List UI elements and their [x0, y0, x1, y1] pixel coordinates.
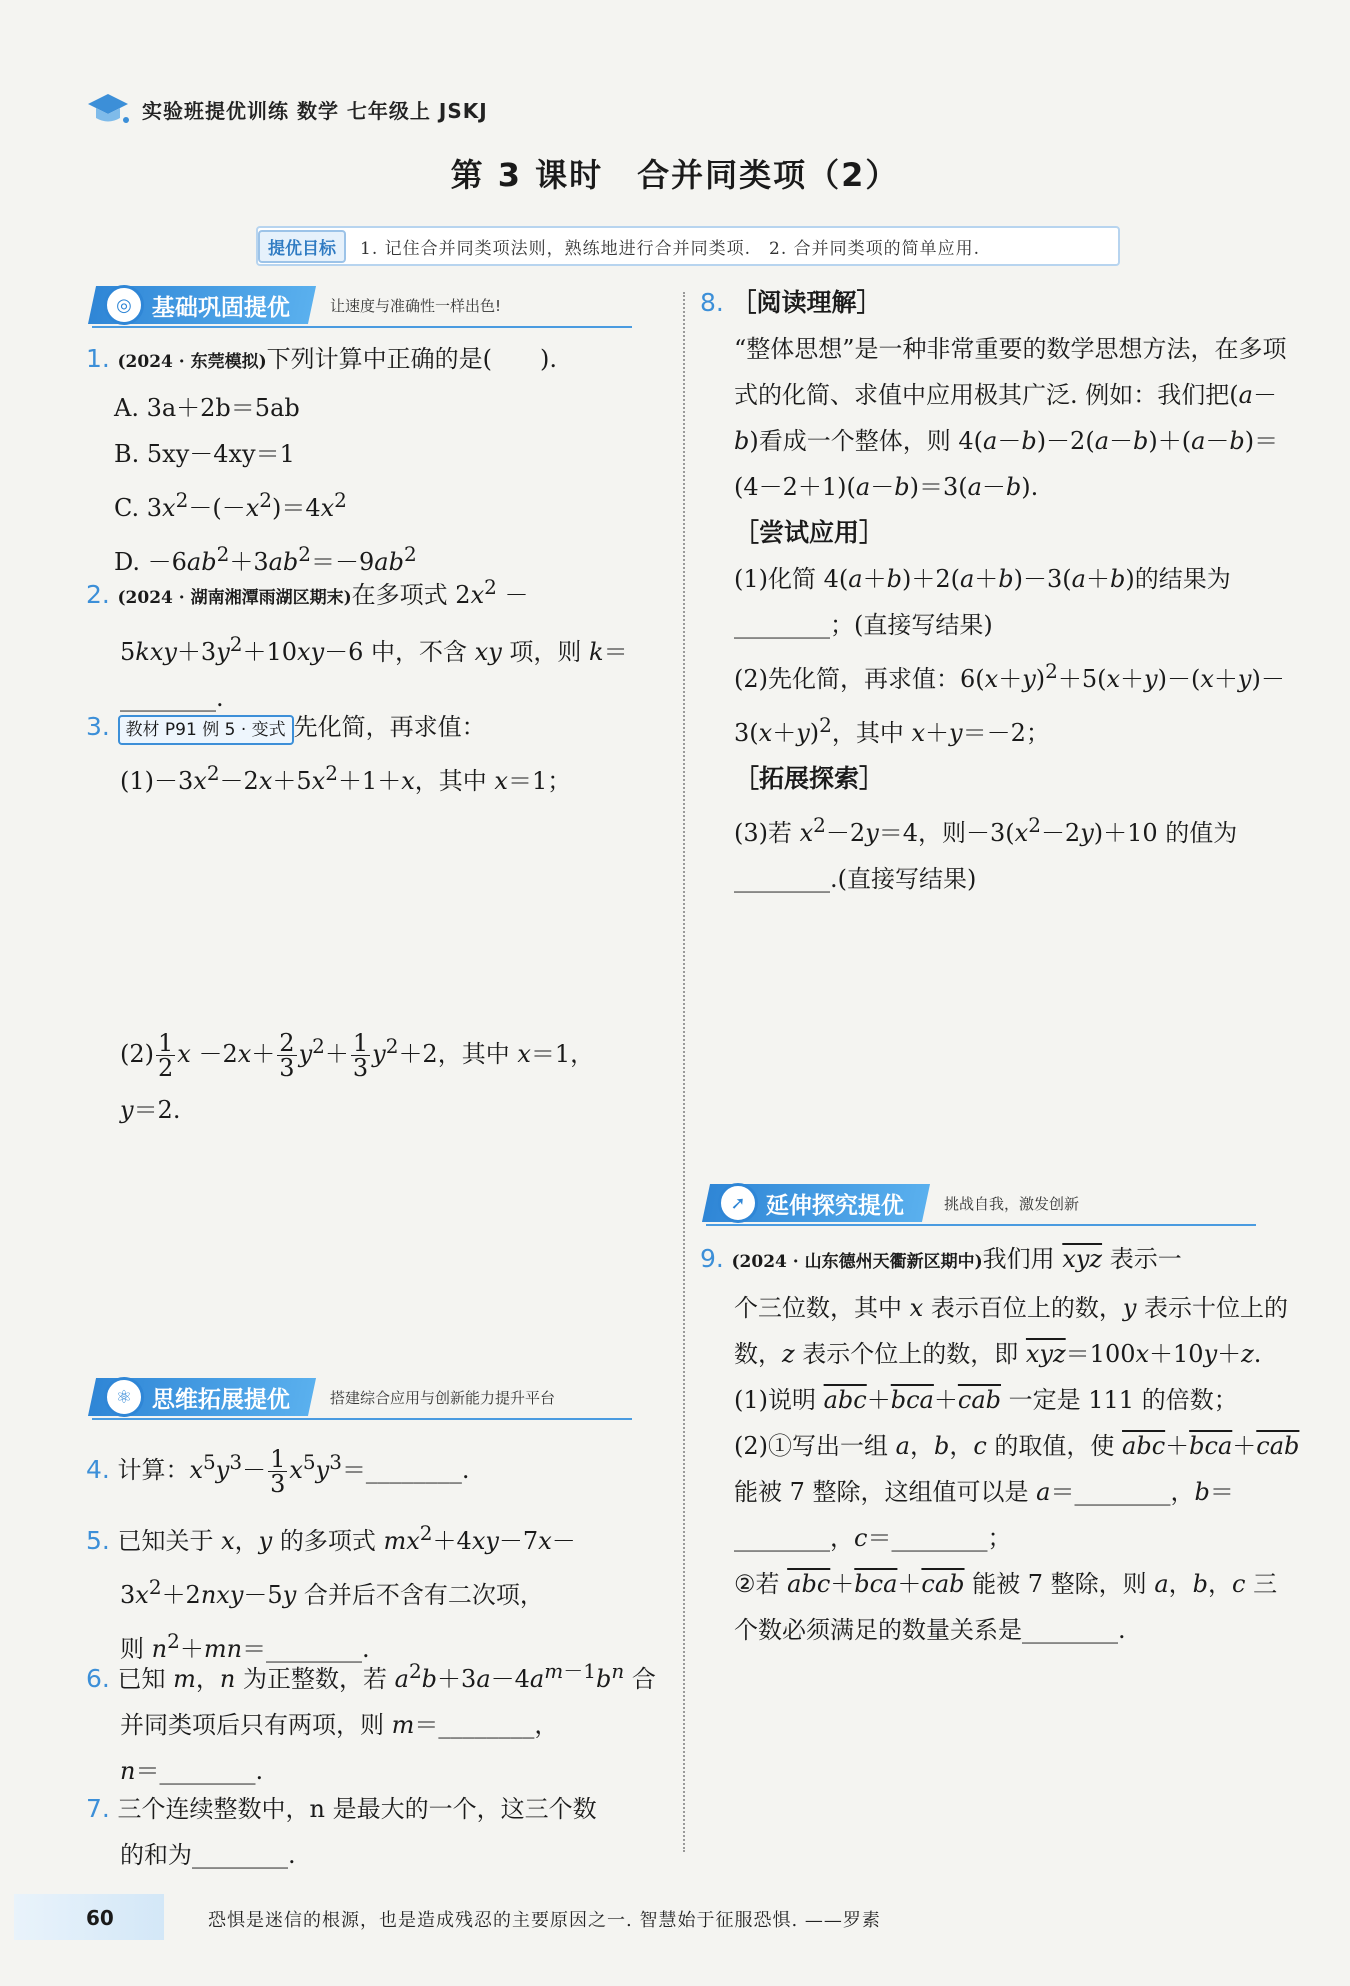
q1-source: (2024 · 东莞模拟): [117, 352, 267, 372]
question-2: 2. (2024 · 湖南湘潭雨湖区期末)在多项式 $2x^2$ － $5kxy+3y^2+10xy-6$ 中，不含 xy 项，则 k＝ ________.: [86, 575, 628, 712]
q6-number: 6.: [86, 1664, 110, 1693]
section-extend-underline: [706, 1224, 1256, 1226]
question-3: [86, 704, 666, 804]
q7-line1: 三个连续整数中，n 是最大的一个，这三个数: [117, 1795, 597, 1823]
q2-source: (2024 · 湖南湘潭雨湖区期末): [117, 588, 352, 608]
q1-option-b: B. 5xy－4xy＝1: [114, 440, 295, 468]
question-9: 9. (2024 · 山东德州天衢新区期中)我们用 $\overline{xyz}$ 表示一 个三位数，其中 x 表示百位上的数，y 表示十位上的数，z 表示个位上的数，即 $\overline{xyz}=100x+10y+z$. (1)说明 $\overline{abc}+\overline{bca}+\overline{cab}$ 一定是 111 的倍数； (2)①写出一组 a，b，c 的取值，使 $\overline{abc}+\overline{bca}+\overline{cab}$ 能被 7 整除，这组值可以是 a＝________，b＝________，c＝________； ②若 $\overline{abc}+\overline{bca}+\overline{cab}$ 能被 7 整除，则 a，b，c 三个数必须满足的数量关系是________.: [700, 1236, 1300, 1653]
q7-line2: 的和为________.: [120, 1841, 296, 1869]
section-thinking-sub: 搭建综合应用与创新能力提升平台: [330, 1388, 556, 1407]
question-4: 4. 计算：$x^5y^3-$ $\frac{1}{3}$ $x^5y^3=\_\_\_\_\_\_\_\_$.: [86, 1445, 470, 1498]
section-basic-label: 基础巩固提优: [152, 294, 290, 321]
question-7: [86, 1786, 666, 1878]
section-extend: [706, 1184, 1079, 1222]
q8-part1: (1)化简 4(a＋b)＋2(a＋b)－3(a＋b)的结果为________；(直接写结果): [734, 565, 1231, 639]
q8-part2: (2)先化简，再求值：$6(x+y)^2+5(x+y)-(x+y)-3(x+y)^2$，其中 x＋y＝－2；: [734, 659, 1285, 747]
section-extend-sub: 挑战自我，激发创新: [944, 1194, 1080, 1213]
target-icon: ◎: [104, 285, 144, 325]
section-basic-underline: [92, 326, 632, 328]
q3-part1: $(1)-3x^2-2x+5x^2+1+x$，其中 x＝1；: [120, 761, 572, 795]
goal-box: [256, 226, 1120, 266]
q4-number: 4.: [86, 1455, 110, 1484]
section-thinking: [92, 1378, 555, 1416]
q5-number: 5.: [86, 1526, 110, 1555]
q8-number: 8.: [700, 288, 724, 317]
q1-option-a: A. 3a＋2b＝5ab: [114, 394, 300, 422]
section-thinking-label: 思维拓展提优: [152, 1386, 290, 1413]
rocket-icon: ➚: [718, 1183, 758, 1223]
q8-reading-text: “整体思想”是一种非常重要的数学思想方法，在多项式的化简、求值中应用极其广泛. 例如：我们把(a－b)看成一个整体，则 4(a－b)－2(a－b)＋(a－b)＝(4－2＋1)(a－b)＝3(a－b).: [734, 335, 1287, 501]
q8-apply-heading: ［尝试应用］: [734, 518, 885, 547]
q7-number: 7.: [86, 1794, 110, 1823]
book-title: 实验班提优训练 数学 七年级上 JSKJ: [142, 98, 488, 123]
q8-explore-heading: ［拓展探索］: [734, 764, 885, 793]
question-1: [86, 336, 666, 585]
q1-number: 1.: [86, 344, 110, 373]
question-6: 6. 已知 m，n 为正整数，若 $a^2b+3a-4a^{m-1}b^n$ 合 并同类项后只有两项，则 m＝________， n＝________.: [86, 1659, 656, 1785]
header: [86, 92, 488, 126]
footer-quote: 恐惧是迷信的根源，也是造成残忍的主要原因之一. 智慧始于征服恐惧. ——罗素: [208, 1910, 881, 1931]
q1-text: 下列计算中正确的是( ).: [266, 345, 558, 373]
q1-option-c: C. $3x^2-(-x^2)=4x^2$: [114, 488, 347, 522]
q9-intro: 个三位数，其中 x 表示百位上的数，y 表示十位上的数，z 表示个位上的数，即 $\overline{xyz}=100x+10y+z$. (1)说明 $\overline{abc}+\overline{bca}+\overline{cab}$ 一定是 111 的倍数； (2)①写出一组 a，b，c 的取值，使 $\overline{abc}+\overline{bca}+\overline{cab}$ 能被 7 整除，这组值可以是 a＝________，b＝________，c＝________； ②若 $\overline{abc}+\overline{bca}+\overline{cab}$ 能被 7 整除，则 a，b，c 三个数必须满足的数量关系是________.: [734, 1294, 1300, 1644]
q1-option-d: D. $-6ab^2+3ab^2=-9ab^2$: [114, 542, 417, 576]
q2-number: 2.: [86, 580, 110, 609]
q3-number: 3.: [86, 712, 110, 741]
section-basic: [92, 286, 501, 324]
goal-text: 1. 记住合并同类项法则，熟练地进行合并同类项. 2. 合并同类项的简单应用.: [360, 238, 981, 259]
section-thinking-underline: [92, 1418, 632, 1420]
q3-textbook-tag: 教材 P91 例 5 · 变式: [118, 715, 294, 745]
atom-icon: ⚛: [104, 1377, 144, 1417]
section-basic-sub: 让速度与准确性一样出色!: [330, 296, 502, 315]
q9-source: (2024 · 山东德州天衢新区期中): [731, 1252, 983, 1272]
q3-part2: (2) $\frac{1}{2}$ x －2x＋ $\frac{2}{3}$ $y^2+$ $\frac{1}{3}$ $y^2+2$，其中 x＝1， y＝2.: [120, 1029, 595, 1124]
q9-number: 9.: [700, 1244, 724, 1273]
goal-tag: 提优目标: [258, 230, 346, 263]
question-8: [700, 280, 1300, 902]
column-divider: [683, 292, 685, 1852]
section-extend-label: 延伸探究提优: [766, 1192, 904, 1219]
question-5: 5. 已知关于 x，y 的多项式 $mx^2+4xy-7x-$ $3x^2+2nxy-5y$ 合并后不含有二次项， 则 $n^2+mn=\_\_\_\_\_\_\_\_$.: [86, 1521, 576, 1663]
page-number: 60: [86, 1906, 114, 1930]
lesson-title: 第 3 课时 合并同类项（2）: [450, 156, 900, 194]
graduation-cap-icon: [86, 92, 130, 126]
q8-reading-heading: ［阅读理解］: [731, 288, 882, 317]
q3-text: 先化简，再求值：: [293, 713, 486, 741]
q8-part3: (3)若 $x^2-2y=4$，则$-3(x^2-2y)+10$ 的值为________.(直接写结果): [734, 813, 1238, 893]
